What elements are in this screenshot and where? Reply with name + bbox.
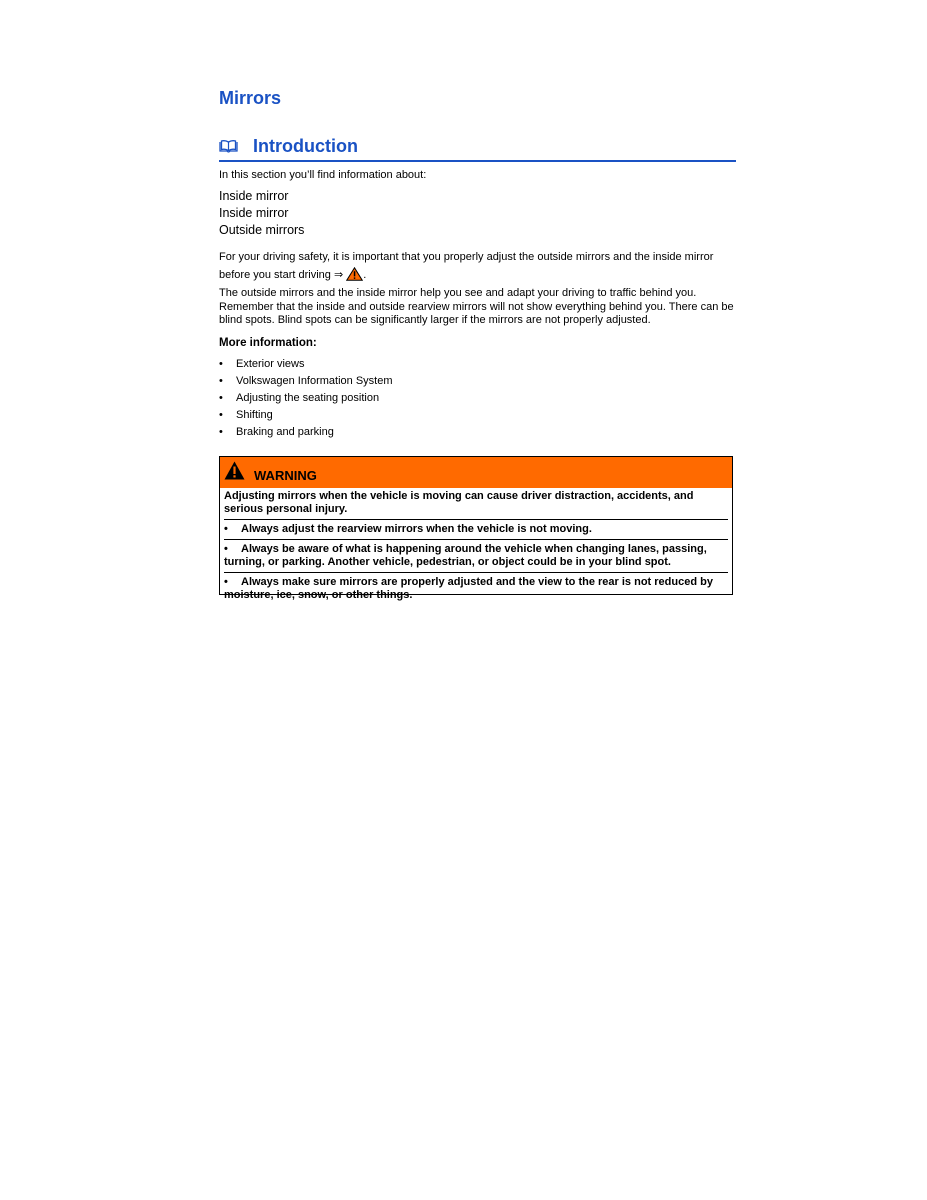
safety-paragraph-text: For your driving safety, it is important that you properly adjust the outside mirrors and the inside mirror before you start driving ⇒ [219,251,714,281]
warning-box [219,456,733,601]
warning-item-text: Always adjust the rearview mirrors when the vehicle is not moving. [241,523,592,535]
list-item[interactable] [219,356,393,373]
bullet: • [224,543,228,555]
safety-paragraph-end: . [363,269,367,281]
warning-item [224,520,728,540]
topic-item[interactable]: Inside mirror [219,206,289,220]
safety-paragraph [219,248,736,284]
book-icon [219,140,238,153]
bullet: • [224,523,228,535]
list-item[interactable] [219,373,393,390]
warning-item-text: Always make sure mirrors are properly adjusted and the view to the rear is not reduced by moisture, ice, snow, or other things. [224,576,713,601]
list-item-label: Adjusting the seating position [236,392,380,404]
more-info-heading: More information: [219,337,317,349]
list-item-label: Shifting [236,409,273,421]
list-item-label: Exterior views [236,358,305,370]
list-item[interactable] [219,424,393,441]
list-item[interactable] [219,407,393,424]
page-title: Mirrors [219,88,282,108]
topic-item[interactable]: Outside mirrors [219,223,305,237]
warning-body [220,488,732,605]
more-info-list [219,356,393,441]
warning-header [220,457,732,488]
warning-item [224,573,728,605]
warning-triangle-icon [224,461,245,480]
bullet: • [224,576,228,588]
section-title: Introduction [253,136,358,156]
intro-text: In this section you’ll find information about: [219,169,427,181]
warning-triangle-icon[interactable] [346,267,363,281]
list-item[interactable] [219,390,393,407]
list-item-label: Braking and parking [236,426,334,438]
warning-item [224,540,728,573]
bullet: • [219,375,223,387]
bullet: • [219,426,223,438]
warning-lead: Adjusting mirrors when the vehicle is moving can cause driver distraction, accidents, and serious personal injury. [224,490,728,520]
topic-list [219,188,304,239]
bullet: • [219,392,223,404]
section-header [219,136,736,162]
warning-item-text: Always be aware of what is happening around the vehicle when changing lanes, passing, turning, or parking. Another vehicle, pedestrian, or object could be in your blind spot. [224,543,707,568]
bullet: • [219,409,223,421]
warning-label: WARNING [254,468,317,483]
mirrors-paragraph: The outside mirrors and the inside mirror help you see and adapt your driving to traffic behind you. Remember that the inside and outside rearview mirrors will not show everything behind you. There can be blind spots. Blind spots can be significantly larger if the mirrors are not properly adjusted. [219,287,734,326]
bullet: • [219,358,223,370]
topic-item[interactable]: Inside mirror [219,189,289,203]
list-item-label: Volkswagen Information System [236,375,393,387]
